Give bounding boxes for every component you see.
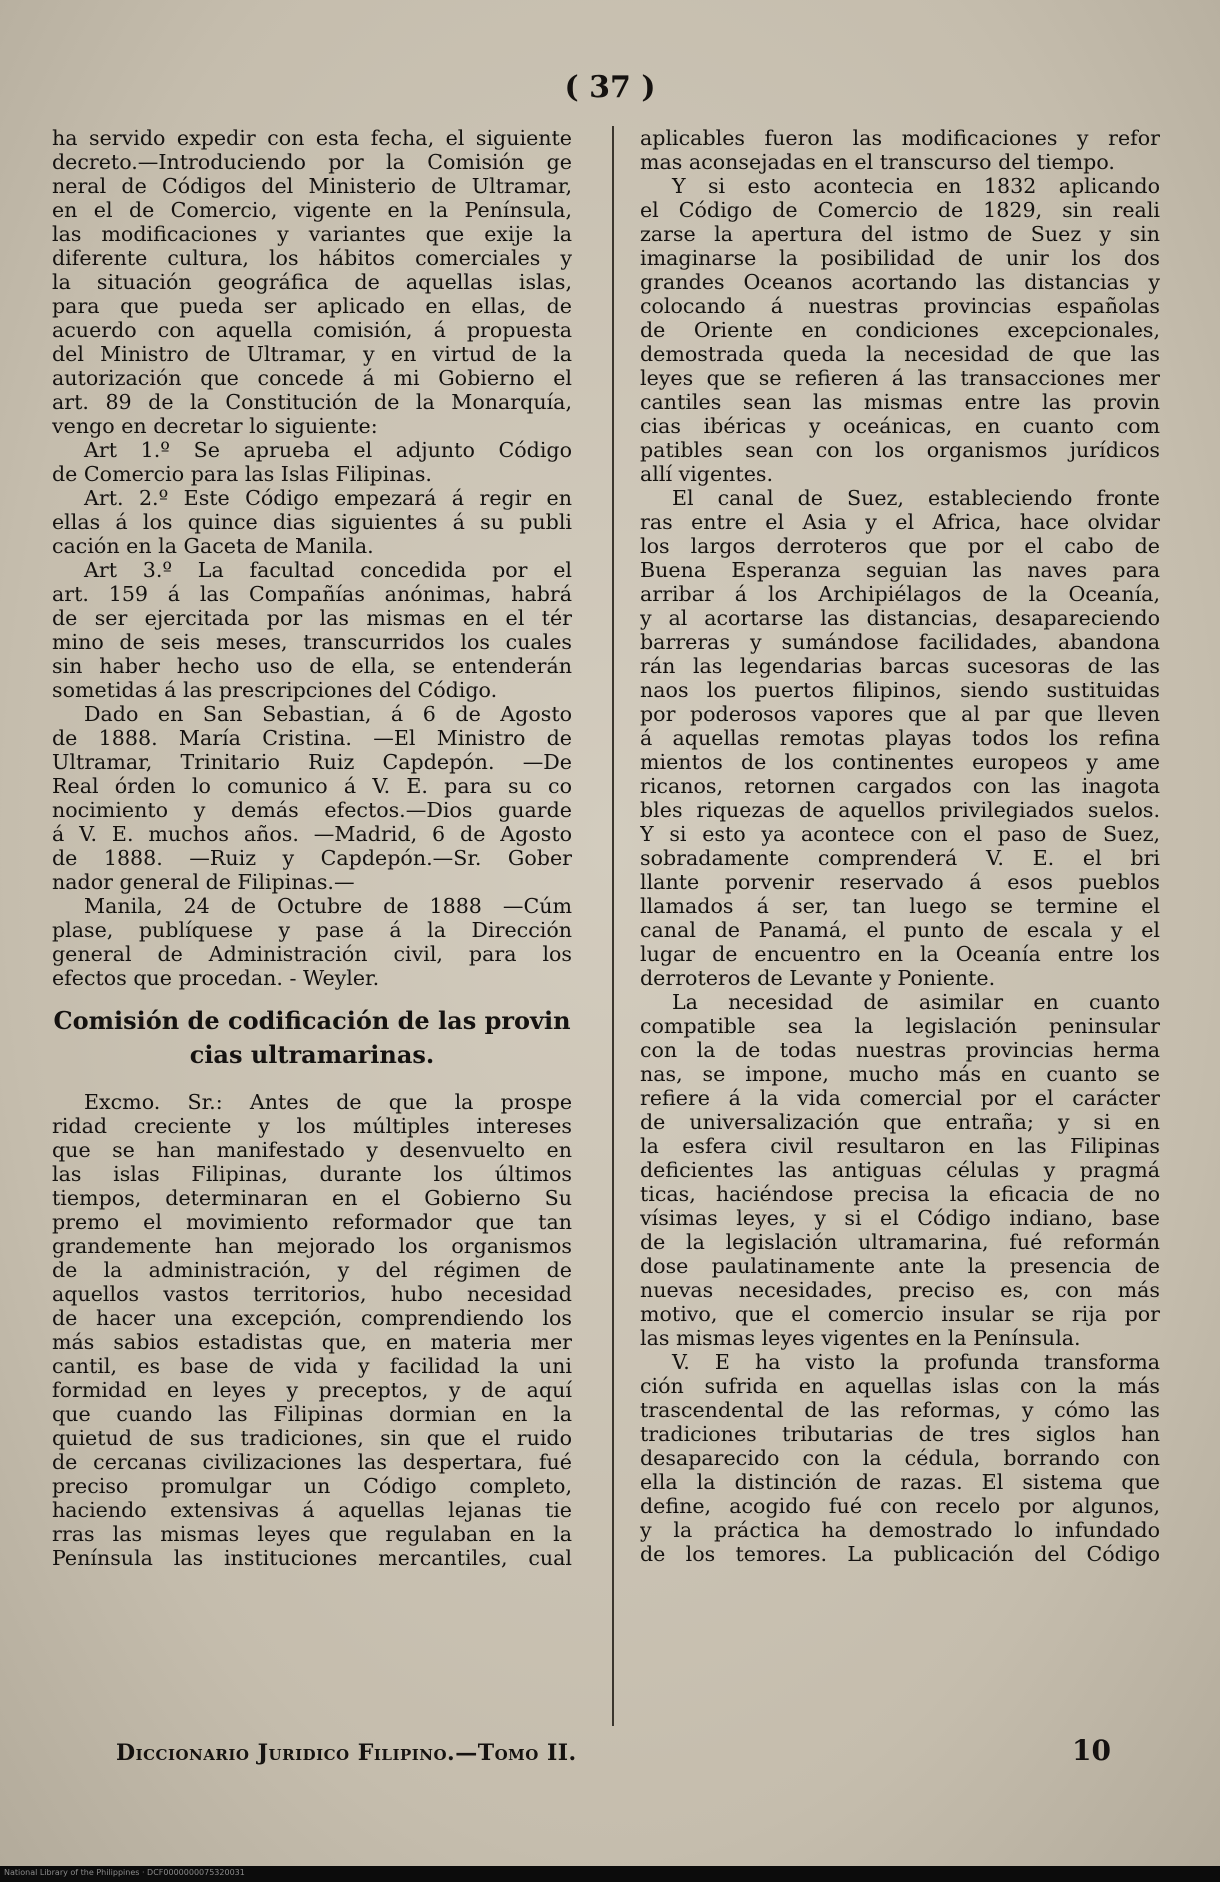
text-line: sometidas á las prescripciones del Código. [52, 678, 498, 702]
text-line: Art. 2.º Este Código empezará á regir en [84, 486, 572, 510]
text-line: motivo, que el comercio insular se rija por [640, 1302, 1160, 1326]
text-line: formidad en leyes y preceptos, y de aquí [52, 1378, 572, 1402]
text-line: rras las mismas leyes que regulaban en la [52, 1522, 572, 1546]
text-line: demostrada queda la necesidad de que las [640, 342, 1160, 366]
text-line: aquellos vastos territorios, hubo necesidad [52, 1282, 572, 1306]
text-line: nador general de Filipinas.— [52, 870, 355, 894]
text-line: ticas, haciéndose precisa la eficacia de no [640, 1182, 1160, 1206]
text-line: la esfera civil resultaron en las Filipinas [640, 1134, 1160, 1158]
text-line: que cuando las Filipinas dormian en la [52, 1402, 572, 1426]
text-line: Excmo. Sr.: Antes de que la prospe [84, 1090, 572, 1114]
text-line: tiempos, determinaran en el Gobierno Su [52, 1186, 572, 1210]
text-line: derroteros de Levante y Poniente. [640, 966, 996, 990]
text-line: rán las legendarias barcas sucesoras de las [640, 654, 1160, 678]
section-heading-line: Comisión de codificación de las provin [53, 1006, 571, 1035]
text-line: acuerdo con aquella comisión, á propuesta [52, 318, 572, 342]
text-line: art. 159 á las Compañías anónimas, habrá [52, 582, 572, 606]
text-line: ras entre el Asia y el Africa, hace olvidar [640, 510, 1160, 534]
text-line: decreto.—Introduciendo por la Comisión ge [52, 150, 572, 174]
text-line: de Oriente en condiciones excepcionales, [640, 318, 1160, 342]
text-line: deficientes las antiguas células y pragmá [640, 1158, 1160, 1182]
text-line: ridad creciente y los múltiples intereses [52, 1114, 572, 1138]
text-line: Ultramar, Trinitario Ruiz Capdepón. —De [52, 750, 572, 774]
text-line: el Código de Comercio de 1829, sin reali [640, 198, 1160, 222]
text-line: mino de seis meses, transcurridos los cuales [52, 630, 572, 654]
text-line: premo el movimiento reformador que tan [52, 1210, 572, 1234]
text-line: y la práctica ha demostrado lo infundado [640, 1518, 1160, 1542]
text-line: zarse la apertura del istmo de Suez y sin [640, 222, 1160, 246]
text-line: de la legislación ultramarina, fué reformán [640, 1230, 1160, 1254]
signature-number: 10 [1072, 1734, 1111, 1767]
left-column [52, 126, 572, 1570]
text-line: Art 1.º Se aprueba el adjunto Código [84, 438, 572, 462]
text-line: de la administración, y del régimen de [52, 1258, 572, 1282]
text-line: las islas Filipinas, durante los últimos [52, 1162, 572, 1186]
text-line: barreras y sumándose facilidades, abandona [640, 630, 1160, 654]
text-line: El canal de Suez, estableciendo fronte [672, 486, 1160, 510]
text-line: Real órden lo comunico á V. E. para su co [52, 774, 572, 798]
text-line: define, acogido fué con recelo por algunos, [640, 1494, 1160, 1518]
text-line: de ser ejercitada por las mismas en el tér [52, 606, 572, 630]
text-line: tradiciones tributarias de tres siglos han [640, 1422, 1160, 1446]
text-line: la situación geográfica de aquellas islas, [52, 270, 572, 294]
text-line: cias ibéricas y oceánicas, en cuanto com [640, 414, 1160, 438]
text-line: llamados á ser, tan luego se termine el [640, 894, 1160, 918]
text-line: ricanos, retornen cargados con las inagota [640, 774, 1160, 798]
text-line: ción sufrida en aquellas islas con la más [640, 1374, 1160, 1398]
text-line: ella la distinción de razas. El sistema que [640, 1470, 1160, 1494]
text-line: cantiles sean las mismas entre las provin [640, 390, 1160, 414]
text-line: de universalización que entraña; y si en [640, 1110, 1160, 1134]
footer-title: Diccionario Juridico Filipino.—Tomo II. [116, 1740, 577, 1766]
text-line: La necesidad de asimilar en cuanto [672, 990, 1160, 1014]
text-line: de hacer una excepción, comprendiendo los [52, 1306, 572, 1330]
text-line: que se han manifestado y desenvuelto en [52, 1138, 572, 1162]
text-line: con la de todas nuestras provincias herma [640, 1038, 1160, 1062]
text-line: grandes Oceanos acortando las distancias y [640, 270, 1160, 294]
text-line: compatible sea la legislación peninsular [640, 1014, 1160, 1038]
text-line: más sabios estadistas que, en materia mer [52, 1330, 572, 1354]
text-line: allí vigentes. [640, 462, 774, 486]
text-line: Y si esto ya acontece con el paso de Suez, [640, 822, 1160, 846]
right-text-block [640, 126, 1160, 1566]
scan-credit: National Library of the Philippines · DCF0000000075320031 [4, 1868, 245, 1877]
text-line: imaginarse la posibilidad de unir los dos [640, 246, 1160, 270]
text-line: Manila, 24 de Octubre de 1888 —Cúm [84, 894, 572, 918]
text-line: ha servido expedir con esta fecha, el siguiente [52, 126, 572, 150]
text-line: naos los puertos filipinos, siendo sustituidas [640, 678, 1160, 702]
text-line: arribar á los Archipiélagos de la Oceanía, [640, 582, 1160, 606]
text-line: cantil, es base de vida y facilidad la uni [52, 1354, 572, 1378]
text-line: efectos que procedan. - Weyler. [52, 966, 380, 990]
text-line: grandemente han mejorado los organismos [52, 1234, 572, 1258]
text-line: á aquellas remotas playas todos los refina [640, 726, 1160, 750]
text-line: sobradamente comprenderá V. E. el bri [640, 846, 1160, 870]
text-line: de cercanas civilizaciones las despertara, fué [52, 1450, 572, 1474]
page-number: ( 37 ) [564, 70, 656, 105]
text-line: á V. E. muchos años. —Madrid, 6 de Agosto [52, 822, 572, 846]
text-line: mas aconsejadas en el transcurso del tiempo. [640, 150, 1115, 174]
text-line: refiere á la vida comercial por el carácter [640, 1086, 1160, 1110]
left-text-block-2 [52, 1090, 572, 1570]
text-line: por poderosos vapores que al par que lleven [640, 702, 1160, 726]
text-line: las modificaciones y variantes que exije la [52, 222, 572, 246]
text-line: general de Administración civil, para los [52, 942, 572, 966]
text-line: haciendo extensivas á aquellas lejanas tie [52, 1498, 572, 1522]
text-line: autorización que concede á mi Gobierno el [52, 366, 572, 390]
text-line: las mismas leyes vigentes en la Península. [640, 1326, 1081, 1350]
text-line: patibles sean con los organismos jurídicos [640, 438, 1160, 462]
text-line: nocimiento y demás efectos.—Dios guarde [52, 798, 572, 822]
text-line: diferente cultura, los hábitos comerciales y [52, 246, 572, 270]
text-line: quietud de sus tradiciones, sin que el ruido [52, 1426, 572, 1450]
text-line: en el de Comercio, vigente en la Península, [52, 198, 572, 222]
text-line: para que pueda ser aplicado en ellas, de [52, 294, 572, 318]
text-line: vengo en decretar lo siguiente: [52, 414, 378, 438]
text-line: plase, publíquese y pase á la Dirección [52, 918, 572, 942]
text-line: vísimas leyes, y si el Código indiano, base [640, 1206, 1160, 1230]
text-line: trascendental de las reformas, y cómo las [640, 1398, 1160, 1422]
text-line: nas, se impone, mucho más en cuanto se [640, 1062, 1160, 1086]
text-line: Dado en San Sebastian, á 6 de Agosto [84, 702, 572, 726]
text-line: leyes que se refieren á las transacciones mer [640, 366, 1160, 390]
text-line: neral de Códigos del Ministerio de Ultramar, [52, 174, 572, 198]
text-line: llante porvenir reservado á esos pueblos [640, 870, 1160, 894]
text-line: preciso promulgar un Código completo, [52, 1474, 572, 1498]
column-divider [612, 126, 614, 1726]
text-line: lugar de encuentro en la Oceanía entre los [640, 942, 1160, 966]
text-line: de 1888. —Ruiz y Capdepón.—Sr. Gober [52, 846, 572, 870]
text-line: bles riquezas de aquellos privilegiados suelos. [640, 798, 1160, 822]
text-line: Y si esto acontecia en 1832 aplicando [672, 174, 1160, 198]
text-line: aplicables fueron las modificaciones y refor [640, 126, 1160, 150]
text-line: de Comercio para las Islas Filipinas. [52, 462, 432, 486]
text-line: Buena Esperanza seguian las naves para [640, 558, 1160, 582]
text-line: canal de Panamá, el punto de escala y el [640, 918, 1160, 942]
text-line: los largos derroteros que por el cabo de [640, 534, 1160, 558]
text-line: de los temores. La publicación del Código [640, 1542, 1160, 1566]
left-text-block [52, 126, 572, 990]
text-line: desaparecido con la cédula, borrando con [640, 1446, 1160, 1470]
text-line: del Ministro de Ultramar, y en virtud de la [52, 342, 572, 366]
text-line: ellas á los quince dias siguientes á su publi [52, 510, 572, 534]
text-line: colocando á nuestras provincias españolas [640, 294, 1160, 318]
section-heading-line: cias ultramarinas. [189, 1040, 435, 1069]
text-line: art. 89 de la Constitución de la Monarquía, [52, 390, 572, 414]
text-line: mientos de los continentes europeos y ame [640, 750, 1160, 774]
right-column [640, 126, 1160, 1566]
text-line: sin haber hecho uso de ella, se entenderán [52, 654, 572, 678]
section-heading [52, 1004, 572, 1072]
text-line: cación en la Gaceta de Manila. [52, 534, 374, 558]
text-line: V. E ha visto la profunda transforma [672, 1350, 1160, 1374]
text-line: nuevas necesidades, preciso es, con más [640, 1278, 1160, 1302]
text-line: y al acortarse las distancias, desapareciendo [640, 606, 1160, 630]
text-line: dose paulatinamente ante la presencia de [640, 1254, 1160, 1278]
text-line: Península las instituciones mercantiles, cual [52, 1546, 572, 1570]
text-line: de 1888. María Cristina. —El Ministro de [52, 726, 572, 750]
text-line: Art 3.º La facultad concedida por el [84, 558, 572, 582]
